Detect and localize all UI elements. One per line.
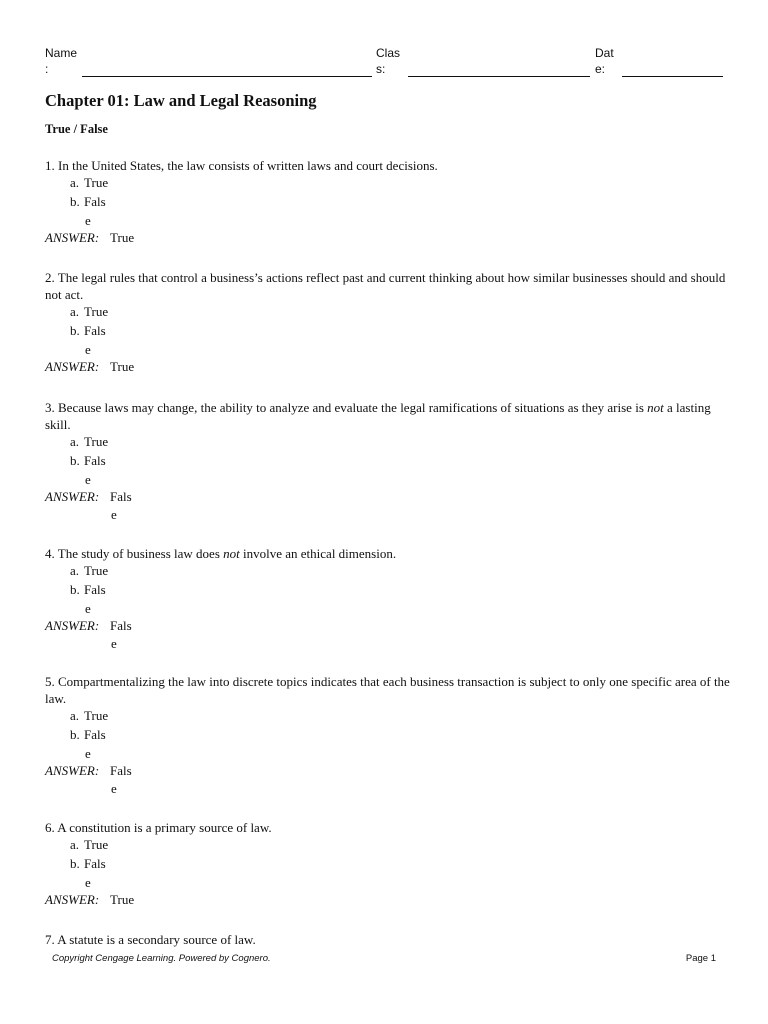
answer-line xyxy=(45,762,735,780)
question-3 xyxy=(45,399,735,523)
question-6 xyxy=(45,819,735,909)
option-a[interactable] xyxy=(45,174,735,193)
option-text: True xyxy=(84,563,109,578)
chapter-title: Chapter 01: Law and Legal Reasoning xyxy=(45,91,317,110)
section-heading: True / False xyxy=(45,122,108,136)
option-letter: a. xyxy=(70,175,80,190)
answer-wrap: e xyxy=(111,781,117,796)
answer-label: ANSWER: xyxy=(45,618,100,633)
question-1 xyxy=(45,157,735,247)
option-b-wrap: e xyxy=(85,342,91,357)
answer-line xyxy=(45,358,735,376)
answer-value: Fals xyxy=(110,763,132,778)
option-text: Fals xyxy=(84,727,106,742)
option-a[interactable] xyxy=(45,836,735,855)
answer-value: True xyxy=(110,359,135,374)
option-a[interactable] xyxy=(45,303,735,322)
option-text: Fals xyxy=(84,194,106,209)
question-stem: 2. The legal rules that control a business’s actions reflect past and current thinking about how similar businesses should and should not act. xyxy=(45,270,726,302)
class-blank-line[interactable] xyxy=(408,76,590,77)
emphasis-not: not xyxy=(223,546,240,561)
answer-value: True xyxy=(110,230,135,245)
option-letter: a. xyxy=(70,837,80,852)
option-text: True xyxy=(84,175,109,190)
option-text: True xyxy=(84,837,109,852)
option-b-wrap: e xyxy=(85,472,91,487)
answer-value: Fals xyxy=(110,618,132,633)
answer-value: True xyxy=(110,892,135,907)
question-4 xyxy=(45,545,735,652)
question-stem: 7. A statute is a secondary source of law. xyxy=(45,932,256,947)
option-b[interactable] xyxy=(45,193,735,212)
option-text: Fals xyxy=(84,323,106,338)
question-stem: 6. A constitution is a primary source of law. xyxy=(45,820,272,835)
answer-label: ANSWER: xyxy=(45,763,100,778)
option-b-wrap: e xyxy=(85,601,91,616)
class-label-wrap: s: xyxy=(376,62,386,76)
option-text: Fals xyxy=(84,582,106,597)
option-letter: b. xyxy=(70,727,80,742)
question-5 xyxy=(45,673,735,797)
option-a[interactable] xyxy=(45,562,735,581)
date-blank-line[interactable] xyxy=(622,76,723,77)
option-b[interactable] xyxy=(45,726,735,745)
name-label: Name xyxy=(45,46,78,60)
question-2 xyxy=(45,269,735,376)
option-text: True xyxy=(84,304,109,319)
emphasis-not: not xyxy=(647,400,664,415)
option-a[interactable] xyxy=(45,707,735,726)
option-letter: b. xyxy=(70,194,80,209)
answer-line xyxy=(45,229,735,247)
option-b-wrap: e xyxy=(85,875,91,890)
option-text: Fals xyxy=(84,453,106,468)
question-stem: 3. Because laws may change, the ability to analyze and evaluate the legal ramifications of situations as they arise is not a lasting skill. xyxy=(45,400,711,432)
option-letter: a. xyxy=(70,304,80,319)
option-b[interactable] xyxy=(45,452,735,471)
option-letter: b. xyxy=(70,453,80,468)
option-letter: b. xyxy=(70,856,80,871)
question-stem: 5. Compartmentalizing the law into discrete topics indicates that each business transaction is subject to only one specific area of the law. xyxy=(45,674,730,706)
option-letter: b. xyxy=(70,582,80,597)
answer-value: Fals xyxy=(110,489,132,504)
option-letter: a. xyxy=(70,563,80,578)
copyright-footer: Copyright Cengage Learning. Powered by Cognero. xyxy=(52,953,271,964)
option-text: True xyxy=(84,434,109,449)
page-number: Page 1 xyxy=(685,953,716,964)
option-letter: a. xyxy=(70,708,80,723)
option-b[interactable] xyxy=(45,581,735,600)
answer-line xyxy=(45,488,735,506)
question-7 xyxy=(45,931,735,948)
option-b[interactable] xyxy=(45,322,735,341)
date-label: Dat xyxy=(595,46,614,60)
option-b-wrap: e xyxy=(85,746,91,761)
option-text: True xyxy=(84,708,109,723)
option-text: Fals xyxy=(84,856,106,871)
question-stem: 4. The study of business law does not involve an ethical dimension. xyxy=(45,546,397,561)
option-letter: b. xyxy=(70,323,80,338)
answer-label: ANSWER: xyxy=(45,489,100,504)
answer-wrap: e xyxy=(111,507,117,522)
answer-line xyxy=(45,891,735,909)
answer-line xyxy=(45,617,735,635)
date-label-wrap: e: xyxy=(595,62,606,76)
name-label-wrap: : xyxy=(45,62,49,76)
answer-label: ANSWER: xyxy=(45,230,100,245)
answer-label: ANSWER: xyxy=(45,892,100,907)
option-b[interactable] xyxy=(45,855,735,874)
question-stem: 1. In the United States, the law consists of written laws and court decisions. xyxy=(45,158,438,173)
name-blank-line[interactable] xyxy=(82,76,372,77)
answer-wrap: e xyxy=(111,636,117,651)
option-letter: a. xyxy=(70,434,80,449)
answer-label: ANSWER: xyxy=(45,359,100,374)
class-label: Clas xyxy=(376,46,401,60)
option-b-wrap: e xyxy=(85,213,91,228)
header-fields xyxy=(45,45,725,85)
option-a[interactable] xyxy=(45,433,735,452)
